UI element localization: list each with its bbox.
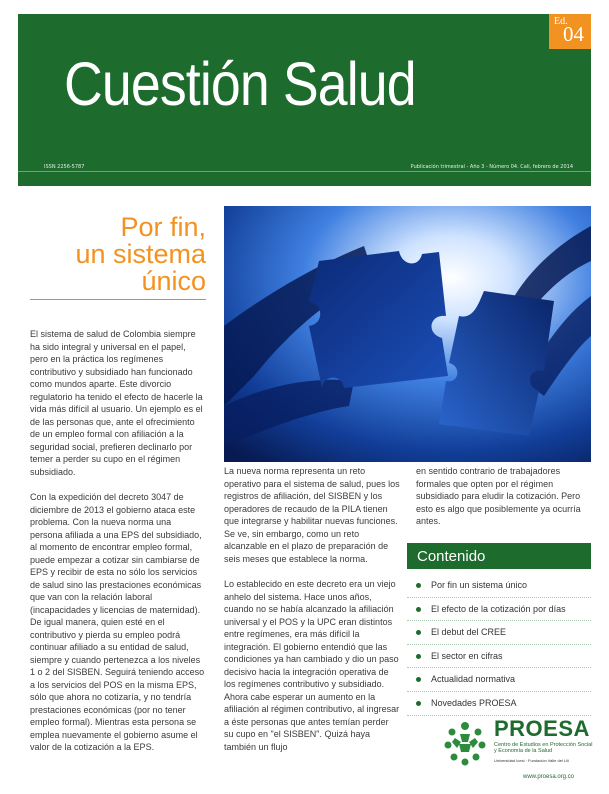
article-paragraph: Con la expedición del decreto 3047 de diciembre de 2013 el gobierno ataca este problema. Con la nueva norma una persona afiliada a una EPS del subsidiado, al momento de encontrar empleo formal, puede empezar a cotizar sin cambiarse de EPS y recibir de esta no sólo los servicios de salud sino las prestaciones económicas que van con la relación laboral (incapacidades y licencias de maternidad). De igual manera, quien esté en el contributivo y pierda su empleo podrá continuar afiliado a su entidad de salud, siempre y cuando pertenezca a los niveles 1 o 2 del SISBEN. Seguirá teniendo acceso a los servicios del POS en la misma EPS, sólo que ahora no cotizaría, y no tendría prestaciones económicas (por no tener empleo formal). Mientras esta persona se emplea nuevamente el gobierno asume el valor de la cotización a la EPS. bbox=[30, 492, 205, 752]
contents-item[interactable] bbox=[407, 692, 591, 716]
proesa-logo bbox=[443, 716, 593, 780]
article-headline bbox=[30, 214, 206, 295]
contents-item[interactable] bbox=[407, 574, 591, 598]
logo-institutions: Universidad Icesi · Fundación Valle del Lili bbox=[494, 758, 569, 763]
article-column-3 bbox=[416, 465, 591, 541]
puzzle-hands-photo bbox=[224, 206, 591, 462]
bullet-icon bbox=[416, 654, 421, 659]
contents-item[interactable] bbox=[407, 668, 591, 692]
article-paragraph: Lo establecido en este decreto era un viejo anhelo del sistema. Hace unos años, cuando no se había alcanzado la afiliación universal y el POS y la UPC eran distintos entre regímenes, era más difícil la integración. El gobierno entendió que las condiciones ya han cambiado y dio un paso decisivo hacia la integración operativa de los regímenes contributivo y subsidiado. Ahora cabe esperar un aumento en la afiliación al régimen contributivo, al ingresar a éste personas que antes temían perder su cupo en "el SISBEN". Quizá haya también un flujo bbox=[224, 579, 400, 752]
bullet-icon bbox=[416, 701, 421, 706]
article-paragraph: La nueva norma representa un reto operativo para el sistema de salud, pues los registros de afiliación, del SISBEN y los operadores de recaudo de la PILA tienen que integrarse y habilitar nuevas funciones. Se ve, sin embargo, como un reto alcanzable en el plazo de preparación de seis meses que establece la norma. bbox=[224, 466, 400, 564]
logo-name: PROESA bbox=[494, 716, 590, 741]
contents-item[interactable] bbox=[407, 598, 591, 622]
puzzle-image bbox=[224, 206, 591, 462]
masthead-rule bbox=[18, 171, 591, 172]
contents-title: Contenido bbox=[407, 543, 591, 569]
headline-line-3: único bbox=[141, 266, 206, 296]
contents-item[interactable] bbox=[407, 621, 591, 645]
contents-item-label: El debut del CREE bbox=[431, 627, 507, 638]
headline-divider bbox=[30, 299, 206, 300]
publication-info: Publicación trimestral - Año 3 - Número 04. Cali, febrero de 2014 bbox=[410, 164, 573, 170]
contents-item[interactable] bbox=[407, 645, 591, 669]
contents-list bbox=[407, 569, 591, 716]
bullet-icon bbox=[416, 630, 421, 635]
contents-item-label: Actualidad normativa bbox=[431, 674, 516, 685]
edition-label: Ed. bbox=[554, 16, 568, 27]
masthead bbox=[18, 14, 591, 186]
article-paragraph: El sistema de salud de Colombia siempre ha sido integral y universal en el papel, pero en la práctica los regímenes contributivo y subsidiado han funcionado como mundos aparte. Este divorcio regulatorio ha tenido el efecto de hacerle la vida más difícil al usuario. Un ejemplo es el de las personas que, ante el ofrecimiento de un empleo formal con afiliación a la seguridad social, prefieren declinarlo por temer a perder su cupo en el régimen subsidiado. bbox=[30, 329, 203, 477]
table-of-contents bbox=[407, 543, 591, 716]
issn-text: ISSN 2256-5787 bbox=[44, 164, 85, 170]
headline-line-2: un sistema bbox=[75, 239, 206, 269]
proesa-people-icon bbox=[443, 720, 487, 766]
contents-item-label: El efecto de la cotización por días bbox=[431, 603, 566, 614]
logo-subtitle: Centro de Estudios en Protección Social y Economía de la Salud bbox=[494, 742, 593, 755]
bullet-icon bbox=[416, 677, 421, 682]
article-paragraph: en sentido contrario de trabajadores formales que opten por el régimen subsidiado para eludir la cotización. Pero esto es algo que posiblemente ya ocurría antes. bbox=[416, 466, 581, 526]
article-column-2 bbox=[224, 465, 400, 766]
contents-item-label: Por fin un sistema único bbox=[431, 580, 528, 590]
contents-item-label: El sector en cifras bbox=[431, 650, 503, 661]
edition-number: 04 bbox=[563, 22, 584, 46]
headline-line-1: Por fin, bbox=[120, 212, 206, 242]
bullet-icon bbox=[416, 607, 421, 612]
magazine-title: Cuestión Salud bbox=[64, 50, 416, 118]
website-link[interactable]: www.proesa.org.co bbox=[523, 774, 575, 780]
contents-item-label: Novedades PROESA bbox=[431, 697, 517, 708]
article-column-1 bbox=[30, 328, 206, 767]
bullet-icon bbox=[416, 583, 421, 588]
edition-badge bbox=[549, 14, 591, 49]
